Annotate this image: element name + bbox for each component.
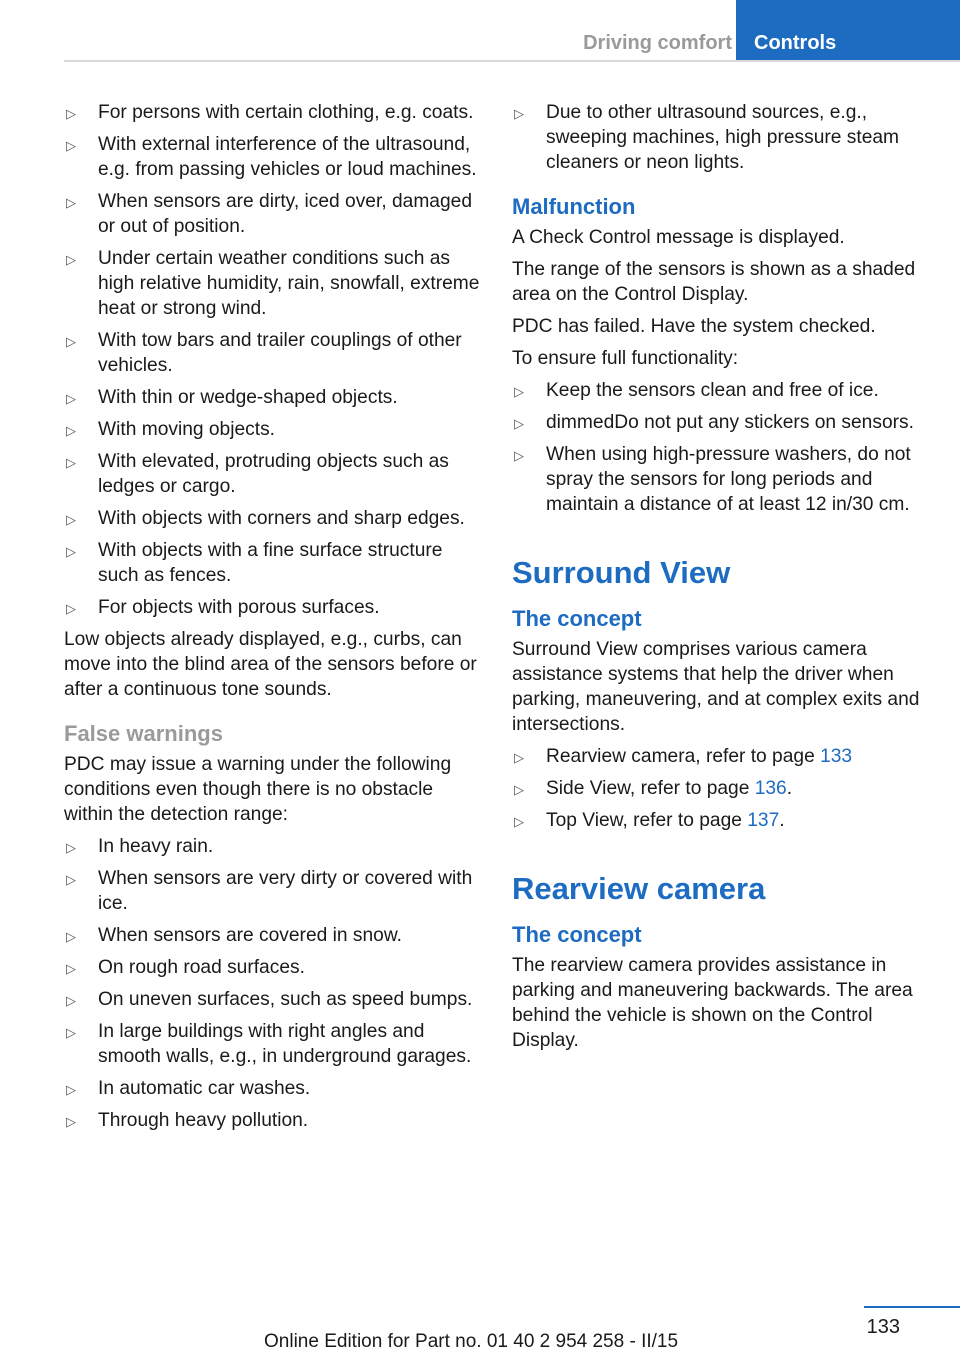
ultrasound-sources-list [512,100,932,175]
list-item: ▷ With elevated, protruding objects such as ledges or cargo. [66,451,449,497]
rearview-concept-heading: The concept [512,922,642,947]
triangle-bullet-icon: ▷ [514,448,524,463]
header-section-label: Driving comfort [583,32,732,54]
triangle-bullet-icon: ▷ [514,384,524,399]
triangle-bullet-icon: ▷ [66,929,76,944]
false-warnings-heading: False warnings [64,721,223,746]
list-item: ▷ With objects with corners and sharp edges. [64,506,484,531]
list-item: ▷ With objects with a fine surface structure such as fences. [66,540,443,586]
triangle-bullet-icon: ▷ [66,840,76,855]
list-item: ▷ With tow bars and trailer couplings of other vehicles. [66,330,462,376]
rearview-concept-text: The rearview camera provides assistance in parking and maneuvering backwards. The area behind the vehicle is shown on the Control Display. [512,955,913,1051]
page-header [0,0,960,62]
malfunction-paragraph: PDC has failed. Have the system checked. [512,316,876,337]
header-divider [64,60,960,62]
triangle-bullet-icon: ▷ [66,512,76,527]
list-item: ▷ When sensors are very dirty or covered with ice. [66,868,473,914]
triangle-bullet-icon: ▷ [66,872,76,887]
false-warnings-intro: PDC may issue a warning under the following conditions even though there is no obstacle within the detection range: [64,754,452,825]
list-item: ▷ When sensors are dirty, iced over, damaged or out of position. [66,191,472,237]
triangle-bullet-icon: ▷ [66,1082,76,1097]
triangle-bullet-icon: ▷ [514,106,524,121]
list-item: ▷ In large buildings with right angles and smooth walls, e.g., in underground garages. [66,1021,472,1067]
malfunction-paragraph: The range of the sensors is shown as a shaded area on the Control Display. [512,259,916,305]
triangle-bullet-icon: ▷ [514,416,524,431]
malfunction-heading: Malfunction [512,194,636,219]
triangle-bullet-icon: ▷ [66,391,76,406]
malfunction-paragraph: To ensure full functionality: [512,348,739,369]
triangle-bullet-icon: ▷ [514,782,524,797]
list-item: ▷ Top View, refer to page 137. [512,808,932,833]
triangle-bullet-icon: ▷ [66,544,76,559]
list-item: ▷ Under certain weather conditions such as high relative humidity, rain, snowfall, extreme heat or strong wind. [66,248,480,319]
list-item: ▷ On rough road surfaces. [64,955,484,980]
list-item: ▷ For persons with certain clothing, e.g. coats. [64,100,484,125]
malfunction-paragraph: A Check Control message is displayed. [512,227,845,248]
triangle-bullet-icon: ▷ [66,993,76,1008]
triangle-bullet-icon: ▷ [66,423,76,438]
list-item: ▷ In heavy rain. [64,834,484,859]
triangle-bullet-icon: ▷ [66,138,76,153]
page-number: 133 [866,1316,900,1338]
triangle-bullet-icon: ▷ [66,334,76,349]
triangle-bullet-icon: ▷ [66,1114,76,1129]
page-link-136[interactable]: 136 [754,778,787,799]
triangle-bullet-icon: ▷ [514,750,524,765]
page-link-133[interactable]: 133 [820,746,853,767]
page-link-137[interactable]: 137 [747,810,780,831]
triangle-bullet-icon: ▷ [66,601,76,616]
list-item: ▷ On uneven surfaces, such as speed bumps. [64,987,484,1012]
list-item: ▷ With thin or wedge-shaped objects. [64,385,484,410]
list-item: ▷ dimmedDo not put any stickers on sensors. [512,410,932,435]
conditions-list [64,100,484,620]
list-item: ▷ Due to other ultrasound sources, e.g., sweeping machines, high pressure steam cleaners or neon lights. [514,102,900,173]
triangle-bullet-icon: ▷ [514,814,524,829]
surround-view-heading: Surround View [512,555,731,590]
list-item: ▷ When using high-pressure washers, do not spray the sensors for long periods and maintain a distance of at least 12 in/30 cm. [514,444,911,515]
triangle-bullet-icon: ▷ [66,961,76,976]
triangle-bullet-icon: ▷ [66,106,76,121]
list-item: ▷ When sensors are covered in snow. [64,923,484,948]
left-column [64,100,484,1140]
triangle-bullet-icon: ▷ [66,252,76,267]
list-item: ▷ In automatic car washes. [64,1076,484,1101]
footer-divider [864,1306,960,1308]
edition-footer: Online Edition for Part no. 01 40 2 954 258 - II/15 [264,1331,679,1352]
header-chapter-tab: Controls [736,0,960,62]
surround-concept-text: Surround View comprises various camera assistance systems that help the driver when parking, maneuvering, and at complex exits and intersections. [512,639,920,735]
triangle-bullet-icon: ▷ [66,455,76,470]
triangle-bullet-icon: ▷ [66,1025,76,1040]
surround-concept-heading: The concept [512,606,642,631]
list-item: ▷ With moving objects. [64,417,484,442]
false-warnings-list [64,834,484,1133]
list-item: ▷ For objects with porous surfaces. [64,595,484,620]
list-item: ▷ With external interference of the ultrasound, e.g. from passing vehicles or loud machines. [66,134,477,180]
surround-refs-list [512,744,932,833]
right-column [512,100,932,1060]
list-item: ▷ Keep the sensors clean and free of ice. [512,378,932,403]
rearview-camera-heading: Rearview camera [512,871,766,906]
list-item: ▷ Side View, refer to page 136. [512,776,932,801]
functionality-list [512,378,932,517]
low-objects-paragraph: Low objects already displayed, e.g., curbs, can move into the blind area of the sensors before or after a continuous tone sounds. [64,629,477,700]
triangle-bullet-icon: ▷ [66,195,76,210]
list-item: ▷ Rearview camera, refer to page 133 [512,744,932,769]
list-item: ▷ Through heavy pollution. [64,1108,484,1133]
